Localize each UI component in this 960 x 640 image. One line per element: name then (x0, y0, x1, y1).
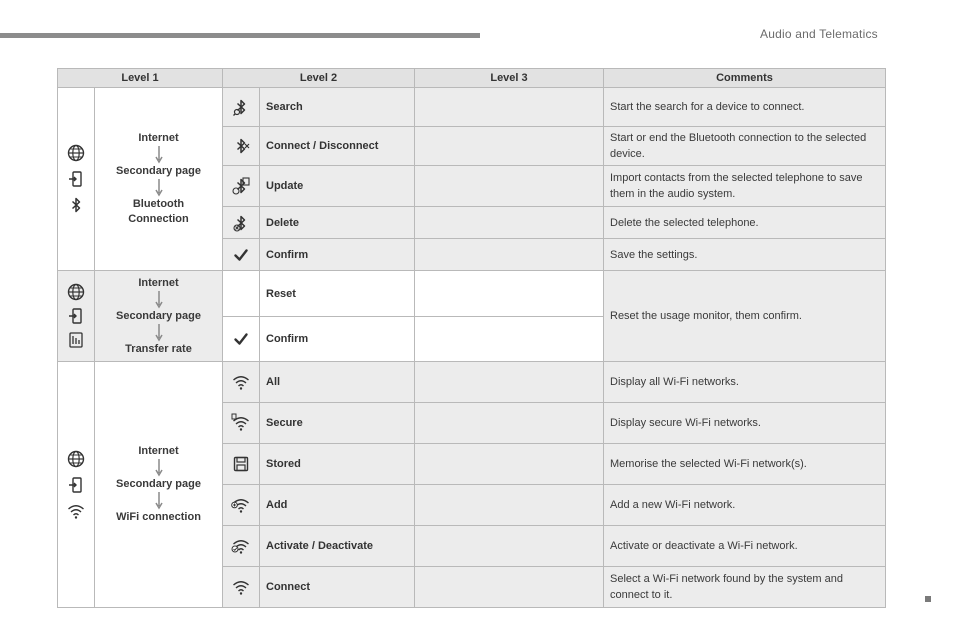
comment-cell: Display all Wi-Fi networks. (604, 362, 886, 403)
level2-connect[interactable]: Connect (260, 567, 415, 608)
wifi-icon[interactable] (231, 372, 251, 392)
comment-cell: Activate or deactivate a Wi-Fi network. (604, 526, 886, 567)
bluetooth-delete-icon[interactable] (231, 213, 251, 233)
level2-confirm[interactable]: Confirm (260, 317, 415, 362)
wifi-icon[interactable] (66, 501, 86, 521)
table-row (58, 88, 886, 127)
transfer-rate-icon[interactable] (66, 330, 86, 350)
level2-add[interactable]: Add (260, 485, 415, 526)
level2-icon-cell (223, 485, 260, 526)
level3-cell (415, 567, 604, 608)
page-marker (925, 596, 931, 602)
level1-path-cell (95, 88, 223, 271)
page-header-title: Audio and Telematics (760, 27, 878, 41)
check-icon[interactable] (231, 245, 251, 265)
level1-secondary-page: Secondary page (116, 165, 201, 177)
comment-cell: Save the settings. (604, 239, 886, 271)
level2-icon-cell (223, 207, 260, 239)
level2-icon-cell (223, 526, 260, 567)
level1-transfer-rate: Transfer rate (125, 342, 192, 355)
level1-wifi-connection: WiFi connection (116, 511, 201, 523)
level2-icon-cell (223, 239, 260, 271)
level3-cell (415, 362, 604, 403)
wifi-lock-icon[interactable] (231, 413, 251, 433)
level1-internet: Internet (138, 132, 179, 144)
arrow-down-icon (155, 291, 163, 309)
phone-in-icon[interactable] (66, 475, 86, 495)
level3-cell (415, 271, 604, 317)
arrow-down-icon (155, 324, 163, 342)
level1-icons-cell (58, 362, 95, 608)
level1-bluetooth-connection: Bluetooth Connection (128, 198, 189, 225)
table-row (58, 362, 886, 403)
header-level-3: Level 3 (415, 69, 604, 88)
level2-stored[interactable]: Stored (260, 444, 415, 485)
save-icon[interactable] (231, 454, 251, 474)
globe-icon[interactable] (66, 282, 86, 302)
table-row (58, 271, 886, 317)
top-rule (0, 33, 480, 38)
level3-cell (415, 88, 604, 127)
level2-icon-cell (223, 567, 260, 608)
wifi-toggle-icon[interactable] (231, 536, 251, 556)
comment-cell: Add a new Wi-Fi network. (604, 485, 886, 526)
comment-cell: Start or end the Bluetooth connection to the selected device. (604, 127, 886, 166)
level2-connect-disconnect[interactable]: Connect / Disconnect (260, 127, 415, 166)
table-header-row (58, 69, 886, 88)
level1-secondary-page: Secondary page (116, 478, 201, 490)
level1-path-cell (95, 362, 223, 608)
phone-in-icon[interactable] (66, 306, 86, 326)
header-comments: Comments (604, 69, 886, 88)
check-icon[interactable] (231, 329, 251, 349)
level2-search[interactable]: Search (260, 88, 415, 127)
globe-icon[interactable] (66, 143, 86, 163)
comment-cell: Select a Wi-Fi network found by the system and connect to it. (604, 567, 886, 608)
level3-cell (415, 526, 604, 567)
comment-cell: Memorise the selected Wi-Fi network(s). (604, 444, 886, 485)
header-level-1: Level 1 (58, 69, 223, 88)
bluetooth-update-icon[interactable] (231, 176, 251, 196)
level3-cell (415, 166, 604, 207)
level2-delete[interactable]: Delete (260, 207, 415, 239)
globe-icon[interactable] (66, 449, 86, 469)
level3-cell (415, 317, 604, 362)
bluetooth-search-icon[interactable] (231, 97, 251, 117)
level1-secondary-page: Secondary page (116, 309, 201, 322)
level1-icons-cell (58, 88, 95, 271)
bluetooth-connect-icon[interactable] (231, 136, 251, 156)
header-level-2: Level 2 (223, 69, 415, 88)
level1-internet: Internet (138, 276, 179, 289)
comment-cell: Delete the selected telephone. (604, 207, 886, 239)
level2-update[interactable]: Update (260, 166, 415, 207)
comment-cell: Display secure Wi-Fi networks. (604, 403, 886, 444)
arrow-down-icon (155, 146, 163, 164)
level2-secure[interactable]: Secure (260, 403, 415, 444)
level3-cell (415, 127, 604, 166)
wifi-icon[interactable] (231, 577, 251, 597)
level2-icon-cell (223, 362, 260, 403)
level2-icon-cell (223, 166, 260, 207)
level2-icon-cell (223, 88, 260, 127)
arrow-down-icon (155, 459, 163, 477)
comment-cell: Start the search for a device to connect. (604, 88, 886, 127)
level2-icon-cell (223, 403, 260, 444)
arrow-down-icon (155, 179, 163, 197)
level3-cell (415, 485, 604, 526)
level3-cell (415, 403, 604, 444)
comment-cell: Import contacts from the selected telephone to save them in the audio system. (604, 166, 886, 207)
level2-icon-cell (223, 444, 260, 485)
level2-confirm[interactable]: Confirm (260, 239, 415, 271)
menu-table (57, 68, 886, 608)
comment-cell: Reset the usage monitor, them confirm. (604, 271, 886, 362)
level2-icon-cell (223, 317, 260, 362)
wifi-add-icon[interactable] (231, 495, 251, 515)
arrow-down-icon (155, 492, 163, 510)
bluetooth-icon[interactable] (66, 195, 86, 215)
level3-cell (415, 239, 604, 271)
phone-in-icon[interactable] (66, 169, 86, 189)
level2-activate-deactivate[interactable]: Activate / Deactivate (260, 526, 415, 567)
level2-all[interactable]: All (260, 362, 415, 403)
level3-cell (415, 444, 604, 485)
level2-icon-cell (223, 271, 260, 317)
level1-icons-cell (58, 271, 95, 362)
level2-reset[interactable]: Reset (260, 271, 415, 317)
level2-icon-cell (223, 127, 260, 166)
level3-cell (415, 207, 604, 239)
level1-internet: Internet (138, 445, 179, 457)
level1-path-cell (95, 271, 223, 362)
